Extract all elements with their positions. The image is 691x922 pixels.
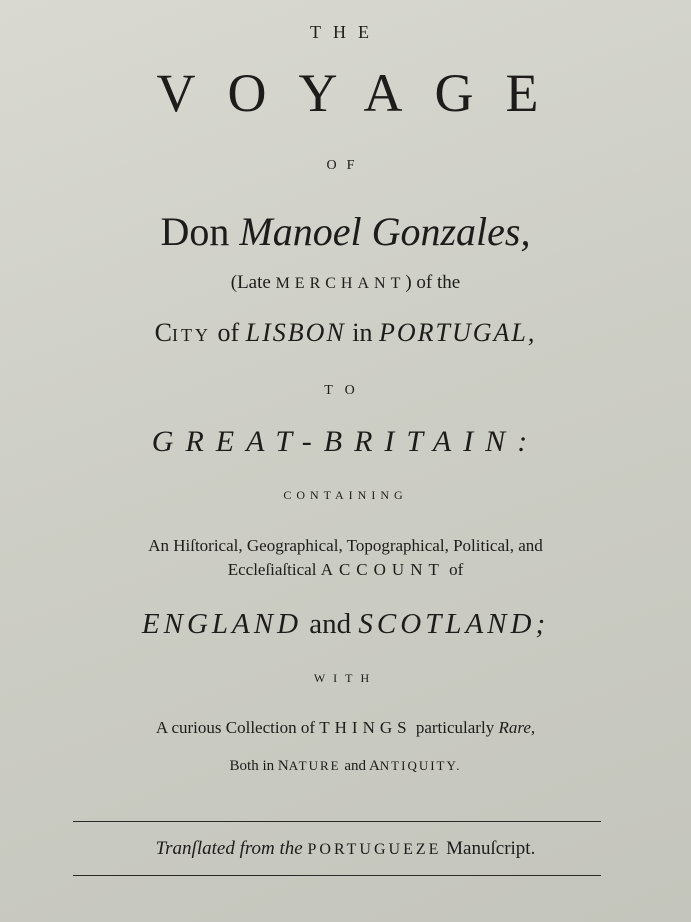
don-text: Don (160, 209, 230, 254)
antiquity-initial: A (368, 758, 380, 774)
with-line: WITH (313, 671, 378, 685)
city-line (0, 318, 691, 348)
both-in-text: Both in (229, 758, 275, 774)
rare-text: Rare, (498, 718, 536, 737)
things-text: THINGS (319, 718, 412, 737)
author-name-line (0, 208, 691, 255)
top-rule (73, 821, 601, 822)
nature-initial: N (277, 758, 289, 774)
late-text: (Late (230, 272, 271, 293)
containing-line: CONTAINING (283, 488, 408, 502)
of-line: OF (326, 158, 365, 173)
lisbon-text: LISBON (245, 318, 346, 347)
curious-text: A curious Collection of (155, 718, 315, 737)
bottom-rule (73, 875, 601, 876)
historical-line: An Hiſtorical, Geographical, Topographical, Political, and (148, 536, 543, 555)
nature-antiquity-line (0, 758, 691, 775)
author-name: Manoel Gonzales, (239, 209, 531, 254)
curious-line (0, 718, 691, 738)
scotland-text: SCOTLAND; (358, 608, 550, 640)
city-initial: C (154, 318, 172, 347)
account-text: ACCOUNT (320, 560, 445, 579)
occupation-line (0, 272, 691, 294)
and-text-2: and (344, 758, 367, 774)
and-text: and (309, 608, 352, 640)
of-the-text: ) of the (405, 272, 461, 293)
city-rest: ITY (171, 325, 211, 345)
translated-text: Tranſlated from the (155, 838, 303, 859)
antiquity-rest: NTIQUITY. (379, 758, 462, 773)
translation-line (0, 838, 691, 860)
manuscript-text: Manuſcript. (446, 838, 536, 859)
to-line: TO (324, 383, 367, 398)
eccl-text: Eccleſiaſtical (227, 560, 317, 579)
voyage-title: VOYAGE (156, 63, 571, 123)
merchant-text: MERCHANT (275, 275, 406, 292)
portugal-text: PORTUGAL, (378, 318, 537, 347)
nature-rest: ATURE (288, 758, 341, 773)
particularly-text: particularly (415, 718, 495, 737)
the-heading: THE (310, 22, 381, 42)
ecclesiastical-line (0, 560, 691, 580)
of-text-2: of (449, 560, 464, 579)
of-text: of (217, 318, 240, 347)
great-britain-line: GREAT-BRITAIN: (151, 425, 540, 458)
in-text: in (352, 318, 373, 347)
portugueze-text: PORTUGUEZE (307, 841, 442, 858)
england-text: ENGLAND (141, 608, 303, 640)
england-scotland-line (0, 608, 691, 641)
